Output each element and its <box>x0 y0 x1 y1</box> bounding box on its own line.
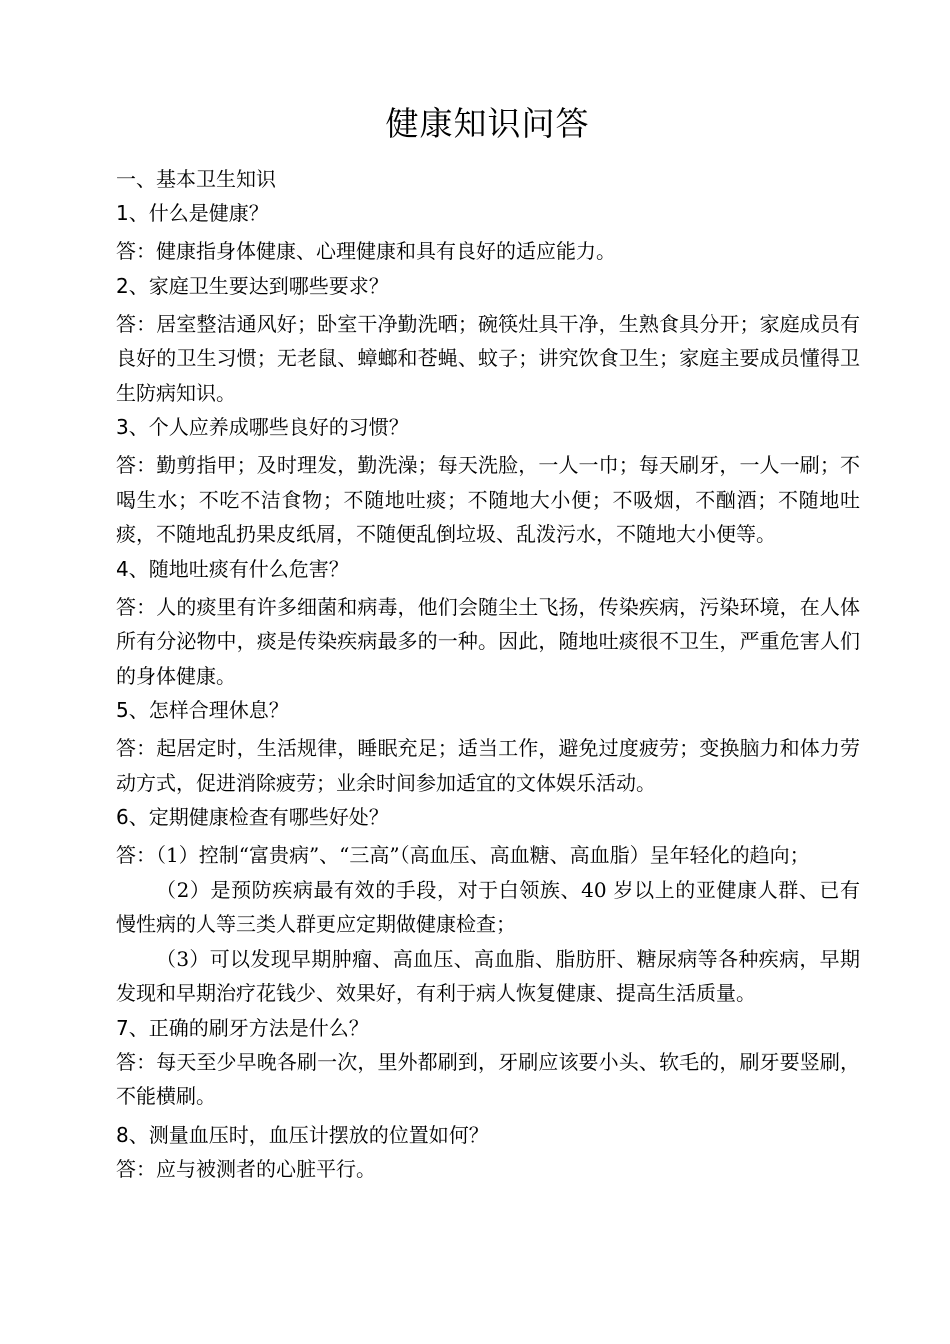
answer-6-part-1: 答：（1）控制“富贵病”、“三高”（高血压、高血糖、高血脂）呈年轻化的趋向； <box>116 843 810 867</box>
answer-3: 答：勤剪指甲；及时理发，勤洗澡；每天洗脸，一人一巾；每天刷牙，一人一刷；不喝生水；不吃不洁食物；不随地吐痰；不随地大小便；不吸烟，不酗酒；不随地吐痰，不随地乱扔果皮纸屑，不随便乱倒垃圾、乱泼污水，不随地大小便等。 <box>116 453 860 546</box>
question-7: 7、正确的刷牙方法是什么？ <box>116 1015 369 1040</box>
question-3: 3、个人应养成哪些良好的习惯？ <box>116 415 409 439</box>
answer-7: 答：每天至少早晚各刷一次，里外都刷到，牙刷应该要小头、软毛的，刷牙要竖刷，不能横刷。 <box>116 1049 860 1108</box>
question-6: 6、定期健康检查有哪些好处？ <box>116 805 389 829</box>
answer-8: 答：应与被测者的心脏平行。 <box>116 1156 376 1181</box>
question-5: 5、怎样合理休息？ <box>116 698 289 722</box>
document-body <box>116 162 860 1186</box>
answer-5: 答：起居定时，生活规律，睡眠充足；适当工作，避免过度疲劳；变换脑力和体力劳动方式，促进消除疲劳；业余时间参加适宜的文体娱乐活动。 <box>116 736 860 795</box>
question-4: 4、随地吐痰有什么危害？ <box>116 556 349 581</box>
answer-2: 答：居室整洁通风好；卧室干净勤洗晒；碗筷灶具干净，生熟食具分开；家庭成员有良好的卫生习惯；无老鼠、蟑螂和苍蝇、蚊子；讲究饮食卫生；家庭主要成员懂得卫生防病知识。 <box>116 311 860 405</box>
question-2: 2、家庭卫生要达到哪些要求？ <box>116 273 389 298</box>
question-1: 1、什么是健康？ <box>116 201 269 225</box>
question-8: 8、测量血压时，血压计摆放的位置如何？ <box>116 1122 489 1147</box>
answer-4: 答：人的痰里有许多细菌和病毒，他们会随尘土飞扬，传染疾病，污染环境，在人体所有分泌物中，痰是传染疾病最多的一种。因此，随地吐痰很不卫生，严重危害人们的身体健康。 <box>116 594 860 688</box>
answer-1: 答：健康指身体健康、心理健康和具有良好的适应能力。 <box>116 239 616 263</box>
answer-6-part-3: （3）可以发现早期肿瘤、高血压、高血脂、脂肪肝、糖尿病等各种疾病，早期发现和早期治疗花钱少、效果好，有利于病人恢复健康、提高生活质量。 <box>116 946 860 1005</box>
page-title: 健康知识问答 <box>385 104 590 143</box>
section-heading: 一、基本卫生知识 <box>116 167 276 191</box>
answer-6-part-2: （2）是预防疾病最有效的手段，对于白领族、40 岁以上的亚健康人群、已有慢性病的人等三类人群更应定期做健康检查； <box>116 877 860 936</box>
